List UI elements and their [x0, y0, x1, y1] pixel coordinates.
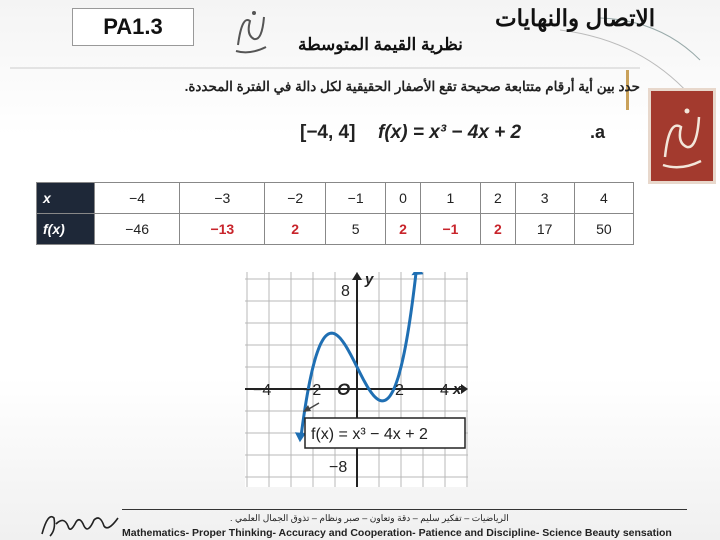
problem-label: .a: [590, 122, 606, 142]
sub-title: نظرية القيمة المتوسطة: [298, 35, 463, 54]
x-tick-label: −2: [303, 382, 322, 399]
x-cell: −4: [95, 183, 180, 214]
fx-cell: −46: [95, 214, 180, 245]
side-badge: [648, 88, 716, 184]
x-axis-label: x: [453, 381, 462, 398]
problem-function: f(x) = x³ − 4x + 2: [378, 122, 522, 143]
fx-cell: 2: [481, 214, 515, 245]
problem-interval: [−4, 4]: [300, 122, 356, 143]
x-cell: 1: [420, 183, 480, 214]
callout-text: f(x) = x³ − 4x + 2: [311, 426, 428, 443]
fx-cell: 2: [386, 214, 420, 245]
fx-cell: 50: [574, 214, 633, 245]
fx-cell: −1: [420, 214, 480, 245]
instruction-text: حدد بين أية أرقام متتابعة صحيحة تقع الأصفار الحقيقية لكل دالة في الفترة المحددة.: [184, 79, 640, 94]
calligraphy-logo-icon: [232, 5, 270, 57]
y-axis-label: y: [365, 272, 374, 288]
value-table: [36, 182, 634, 245]
x-tick-label: −4: [253, 382, 272, 399]
calligraphy-badge-icon: [657, 97, 707, 175]
x-cell: 2: [481, 183, 515, 214]
y-tick-label: −8: [329, 459, 348, 476]
x-cell: 3: [515, 183, 574, 214]
main-title: الاتصال والنهايات: [495, 5, 656, 31]
x-cell: −1: [325, 183, 385, 214]
page-code-box: [72, 8, 194, 46]
table-row-x: [37, 183, 634, 214]
fx-header-cell: f(x): [37, 214, 95, 245]
page-code: PA1.3: [103, 14, 163, 39]
y-tick-label: 8: [341, 283, 350, 300]
x-cell: −3: [180, 183, 265, 214]
x-tick-label: 2: [395, 382, 404, 399]
x-tick-label: 4: [440, 382, 449, 399]
origin-label: O: [337, 380, 351, 399]
fx-cell: 17: [515, 214, 574, 245]
x-header-cell: x: [37, 183, 95, 214]
fx-cell: 5: [325, 214, 385, 245]
footer-arabic-text: الرياضيات – تفكير سليم – دقة وتعاون – صبر ونظام – تذوق الجمال العلمي .: [230, 513, 509, 523]
table-row-fx: [37, 214, 634, 245]
x-cell: 0: [386, 183, 420, 214]
x-cell: −2: [265, 183, 325, 214]
fx-cell: −13: [180, 214, 265, 245]
fx-cell: 2: [265, 214, 325, 245]
x-cell: 4: [574, 183, 633, 214]
problem-statement: [300, 116, 620, 146]
footer-english-text: Mathematics- Proper Thinking- Accuracy and Cooperation- Patience and Discipline- Science Beauty sensation: [122, 527, 672, 539]
signature-icon: [38, 508, 126, 540]
footer-divider: [122, 509, 687, 510]
function-graph: [245, 272, 468, 487]
